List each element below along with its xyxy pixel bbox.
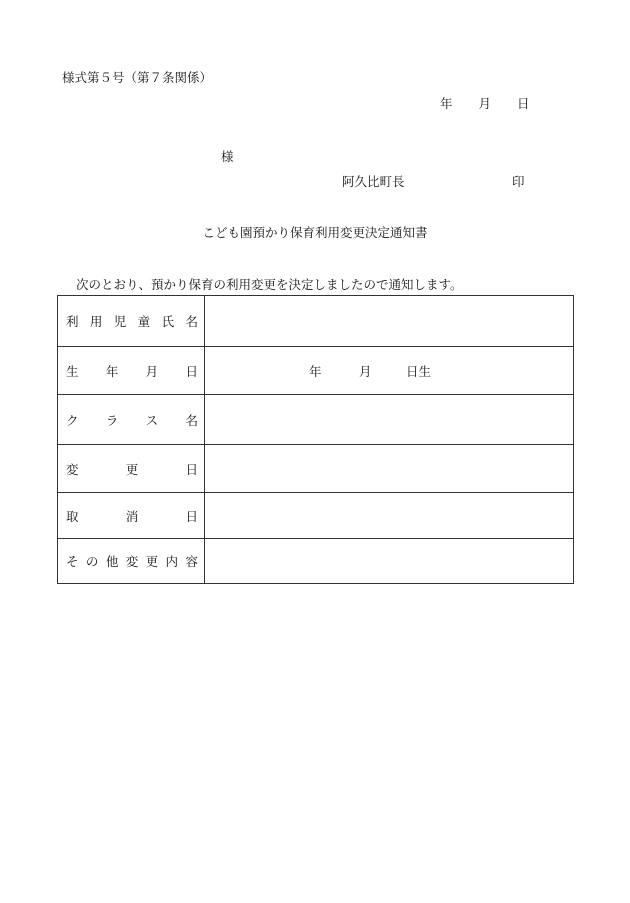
label-char: 更 xyxy=(145,554,159,569)
label-char: 日 xyxy=(185,461,198,477)
spread-label xyxy=(66,460,198,478)
label-char: 児 xyxy=(113,314,127,329)
label-char: 利 xyxy=(66,314,79,329)
label-char: ス xyxy=(145,412,159,428)
cancel-date-field[interactable] xyxy=(205,493,574,539)
label-char: 変 xyxy=(66,461,79,477)
label-char: 他 xyxy=(105,554,119,569)
label-char: の xyxy=(85,554,99,569)
addressee-honorific: 様 xyxy=(221,149,234,164)
label-char: 年 xyxy=(105,363,119,379)
label-char: 用 xyxy=(89,314,103,329)
label-char: 日 xyxy=(185,363,198,379)
label-char: 変 xyxy=(125,554,139,569)
label-char: 容 xyxy=(185,554,198,569)
other-changes-field[interactable] xyxy=(205,539,574,584)
issue-date-line xyxy=(440,94,530,112)
label-char: 消 xyxy=(125,508,139,524)
label-char: 名 xyxy=(185,412,198,428)
label-char: 日 xyxy=(185,508,198,524)
document-title: こども園預かり保育利用変更決定通知書 xyxy=(202,225,428,240)
table-row xyxy=(58,493,574,539)
label-char: 月 xyxy=(145,363,159,379)
label-char: そ xyxy=(66,554,79,569)
table-row xyxy=(58,395,574,445)
spread-label xyxy=(66,411,198,429)
label-char: ク xyxy=(66,412,79,428)
label-char: 名 xyxy=(185,314,198,329)
label-char: ラ xyxy=(105,412,119,428)
date-day-label: 日 xyxy=(517,96,530,111)
date-month-label: 月 xyxy=(478,96,492,111)
spread-label xyxy=(66,362,198,380)
row-label-cancel-date xyxy=(58,493,205,539)
label-char: 取 xyxy=(66,508,79,524)
change-date-field[interactable] xyxy=(205,445,574,493)
date-year-label: 年 xyxy=(440,96,453,111)
label-char: 内 xyxy=(165,554,179,569)
notice-text: 次のとおり、預かり保育の利用変更を決定しましたので通知します。 xyxy=(76,277,463,292)
birthdate-field[interactable] xyxy=(205,347,574,395)
label-char: 生 xyxy=(66,363,79,379)
row-label-change-date xyxy=(58,445,205,493)
row-label-child-name xyxy=(58,296,205,347)
label-char: 童 xyxy=(137,314,151,329)
row-label-other-changes xyxy=(58,539,205,584)
birth-day-label: 日生 xyxy=(406,363,432,379)
child-name-field[interactable] xyxy=(205,296,574,347)
row-label-class-name xyxy=(58,395,205,445)
table-row xyxy=(58,539,574,584)
birth-year-label: 年 xyxy=(309,363,322,379)
seal-mark: 印 xyxy=(512,174,525,189)
table-row xyxy=(58,296,574,347)
spread-label xyxy=(66,312,198,330)
label-char: 氏 xyxy=(161,314,175,329)
class-name-field[interactable] xyxy=(205,395,574,445)
details-table xyxy=(57,295,574,584)
row-label-birthdate xyxy=(58,347,205,395)
table-row xyxy=(58,347,574,395)
sender-name: 阿久比町長 xyxy=(342,174,405,189)
spread-label xyxy=(66,552,198,570)
label-char: 更 xyxy=(125,461,139,477)
table-row xyxy=(58,445,574,493)
birth-month-label: 月 xyxy=(359,363,372,379)
spread-label xyxy=(66,507,198,525)
form-number: 様式第５号（第７条関係） xyxy=(62,70,213,85)
